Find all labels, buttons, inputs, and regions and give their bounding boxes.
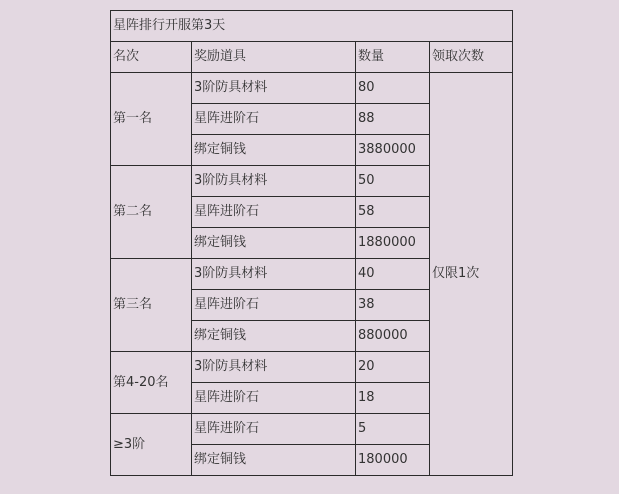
quantity-cell: 1880000 [356, 228, 430, 259]
item-cell: 绑定铜钱 [192, 135, 356, 166]
quantity-cell: 58 [356, 197, 430, 228]
quantity-cell: 18 [356, 383, 430, 414]
header-quantity: 数量 [356, 42, 430, 73]
item-cell: 3阶防具材料 [192, 166, 356, 197]
rank-cell: ≥3阶 [111, 414, 192, 476]
quantity-cell: 88 [356, 104, 430, 135]
rank-cell: 第一名 [111, 73, 192, 166]
quantity-cell: 38 [356, 290, 430, 321]
header-claim-limit: 领取次数 [430, 42, 513, 73]
item-cell: 3阶防具材料 [192, 73, 356, 104]
item-cell: 星阵进阶石 [192, 383, 356, 414]
item-cell: 绑定铜钱 [192, 445, 356, 476]
rank-cell: 第4-20名 [111, 352, 192, 414]
item-cell: 星阵进阶石 [192, 290, 356, 321]
item-cell: 绑定铜钱 [192, 321, 356, 352]
header-rank: 名次 [111, 42, 192, 73]
item-cell: 3阶防具材料 [192, 352, 356, 383]
quantity-cell: 20 [356, 352, 430, 383]
item-cell: 3阶防具材料 [192, 259, 356, 290]
table-title: 星阵排行开服第3天 [111, 11, 513, 42]
quantity-cell: 3880000 [356, 135, 430, 166]
reward-table-body [111, 11, 513, 476]
item-cell: 星阵进阶石 [192, 414, 356, 445]
quantity-cell: 180000 [356, 445, 430, 476]
table-header-row [111, 42, 513, 73]
quantity-cell: 50 [356, 166, 430, 197]
rank-cell: 第三名 [111, 259, 192, 352]
quantity-cell: 880000 [356, 321, 430, 352]
quantity-cell: 5 [356, 414, 430, 445]
table-row [111, 73, 513, 104]
reward-table [110, 10, 513, 476]
quantity-cell: 40 [356, 259, 430, 290]
claim-limit-cell: 仅限1次 [430, 73, 513, 476]
quantity-cell: 80 [356, 73, 430, 104]
table-title-row [111, 11, 513, 42]
header-item: 奖励道具 [192, 42, 356, 73]
item-cell: 绑定铜钱 [192, 228, 356, 259]
rank-cell: 第二名 [111, 166, 192, 259]
reward-table-container [110, 10, 513, 476]
item-cell: 星阵进阶石 [192, 104, 356, 135]
item-cell: 星阵进阶石 [192, 197, 356, 228]
